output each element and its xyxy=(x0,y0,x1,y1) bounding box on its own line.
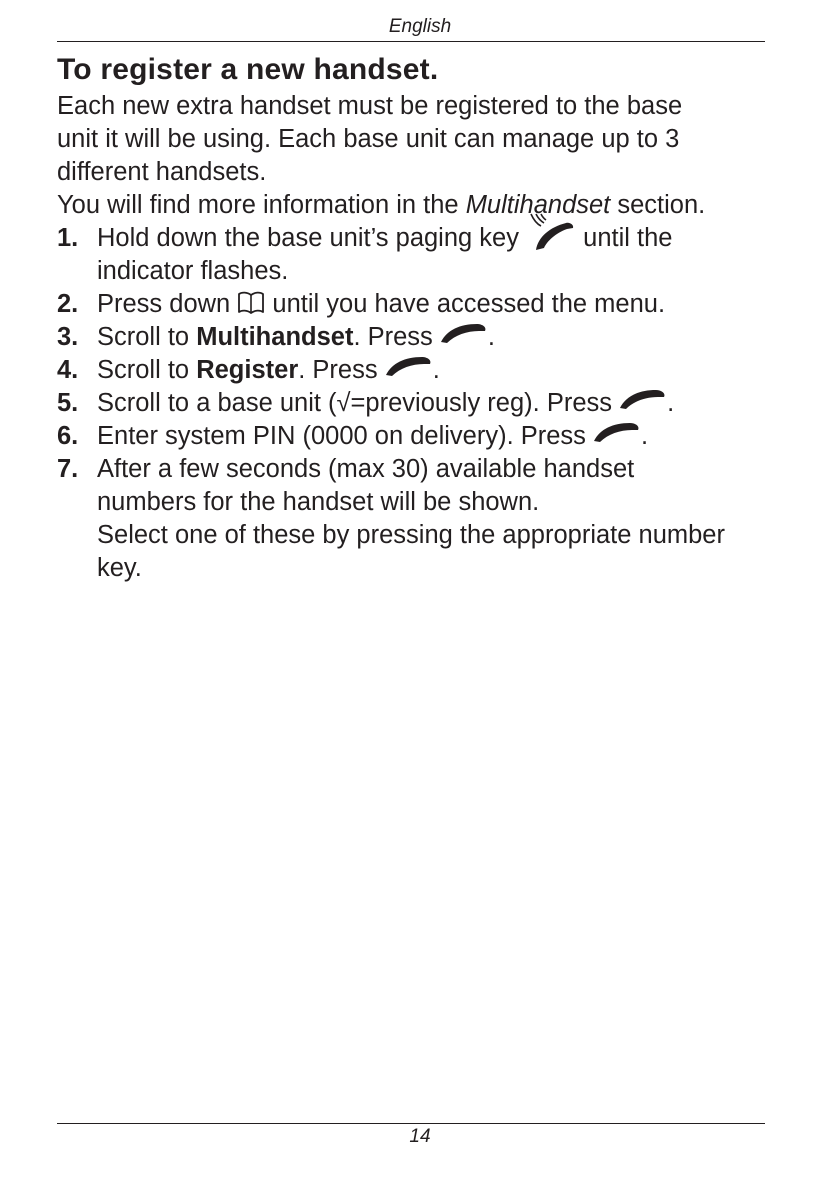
steps-list xyxy=(57,222,777,585)
step-text: . xyxy=(641,422,649,450)
step-text: . xyxy=(667,389,675,417)
step-text: Scroll to xyxy=(97,356,197,384)
phonebook-icon xyxy=(237,290,265,316)
step-menu-item: Register xyxy=(196,356,299,384)
step-4 xyxy=(57,354,777,387)
step-menu-item: Multihandset xyxy=(196,323,354,351)
step-line xyxy=(97,354,777,387)
call-handset-icon xyxy=(385,353,433,379)
step-text: Enter system PIN (0000 on delivery). Press xyxy=(97,422,594,450)
step-line xyxy=(97,420,777,453)
step-text: . xyxy=(487,323,495,351)
call-handset-icon xyxy=(593,419,641,445)
more-info-emphasis: Multihandset xyxy=(465,191,611,219)
step-number: 3. xyxy=(57,323,79,351)
step-line: numbers for the handset will be shown. xyxy=(97,488,540,516)
step-line: Select one of these by pressing the appropriate number xyxy=(97,521,725,549)
call-handset-icon xyxy=(440,320,488,346)
step-text: . Press xyxy=(298,356,385,384)
step-number: 1. xyxy=(57,224,79,252)
page-header-language: English xyxy=(388,16,452,37)
intro-line-1: Each new extra handset must be registered to the base xyxy=(57,92,683,120)
footer-divider xyxy=(57,1123,765,1124)
more-info-line xyxy=(57,189,777,222)
call-handset-icon xyxy=(619,386,667,412)
step-6 xyxy=(57,420,777,453)
step-5 xyxy=(57,387,777,420)
step-number: 2. xyxy=(57,290,79,318)
step-number: 5. xyxy=(57,389,79,417)
step-2 xyxy=(57,288,777,321)
step-line: indicator flashes. xyxy=(97,257,289,285)
step-1 xyxy=(57,222,777,288)
page-number: 14 xyxy=(409,1126,431,1147)
step-number: 4. xyxy=(57,356,79,384)
more-info-prefix: You will find more information in the xyxy=(57,191,466,219)
more-info-suffix: section. xyxy=(610,191,706,219)
header-divider xyxy=(57,41,765,42)
step-text: until the xyxy=(576,224,673,252)
step-text: . xyxy=(432,356,440,384)
document-content xyxy=(57,50,777,585)
step-text: Scroll to a base unit (√=previously reg). Press xyxy=(97,389,620,417)
step-text: Press down xyxy=(97,290,238,318)
step-text: Hold down the base unit’s paging key xyxy=(97,224,527,252)
paging-handset-icon xyxy=(526,211,576,253)
step-number: 7. xyxy=(57,455,79,483)
step-3 xyxy=(57,321,777,354)
step-number: 6. xyxy=(57,422,79,450)
step-line xyxy=(97,387,777,420)
step-text: until you have accessed the menu. xyxy=(265,290,666,318)
step-7 xyxy=(57,453,777,585)
step-line xyxy=(97,288,777,321)
section-title: To register a new handset. xyxy=(57,53,439,86)
step-line xyxy=(97,222,777,255)
intro-line-3: different handsets. xyxy=(57,158,267,186)
step-line: After a few seconds (max 30) available handset xyxy=(97,455,635,483)
step-text: . Press xyxy=(353,323,440,351)
intro-line-2: unit it will be using. Each base unit can manage up to 3 xyxy=(57,125,680,153)
step-text: Scroll to xyxy=(97,323,197,351)
step-line: key. xyxy=(97,554,142,582)
step-line xyxy=(97,321,777,354)
